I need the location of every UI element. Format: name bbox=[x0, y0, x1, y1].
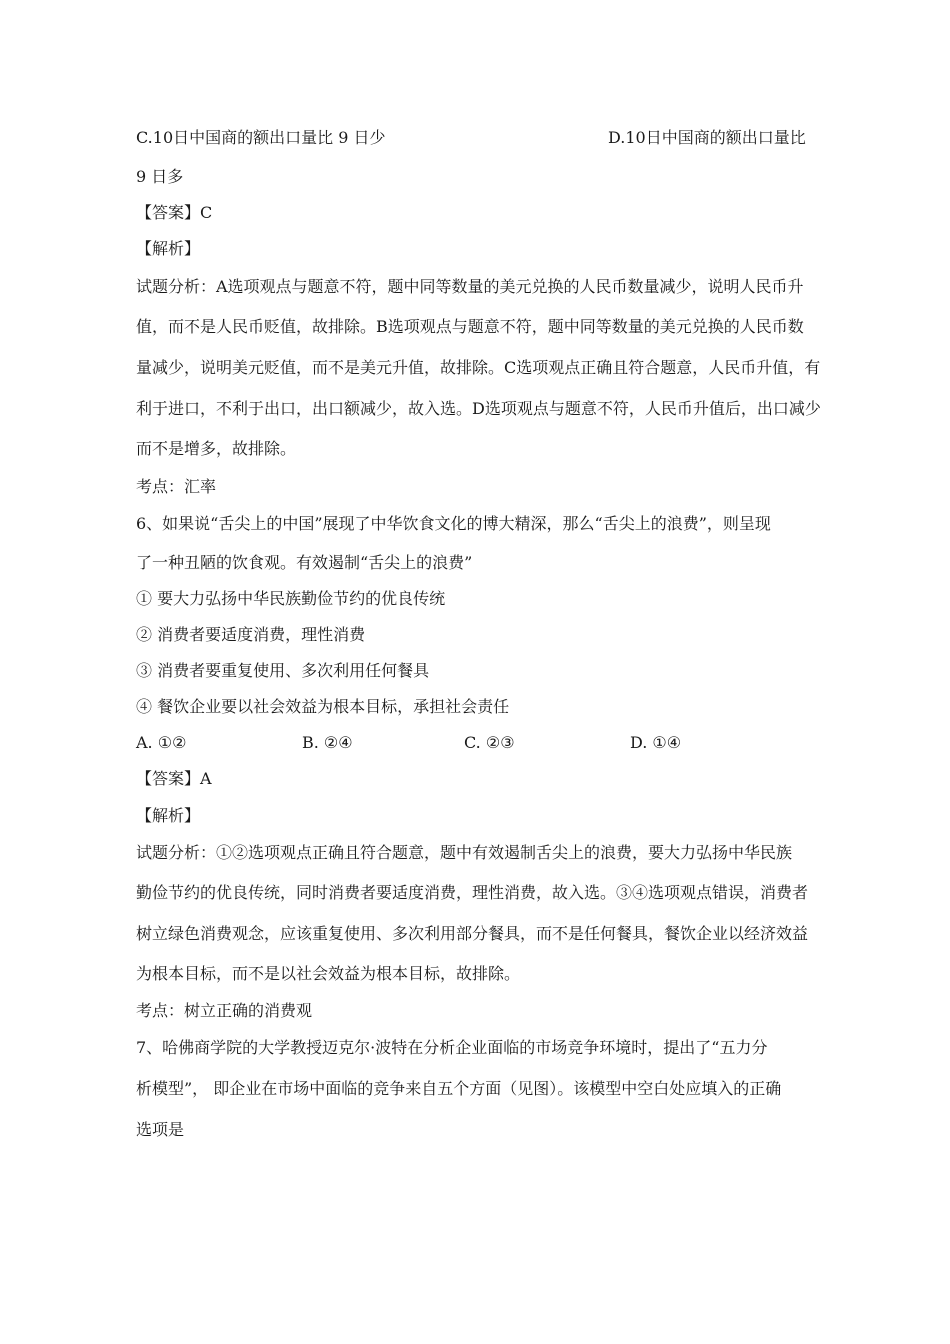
q6-statement-3: ③ 消费者要重复使用、多次利用任何餐具 bbox=[136, 661, 430, 680]
q6-kaodian: 考点：树立正确的消费观 bbox=[136, 1001, 313, 1020]
q7-stem-line: 选项是 bbox=[136, 1120, 185, 1139]
q6-answer: 【答案】A bbox=[136, 769, 212, 788]
q5-analysis-heading: 【解析】 bbox=[136, 239, 201, 258]
q5-analysis-line: 而不是增多，故排除。 bbox=[136, 439, 297, 458]
q6-analysis-line: 勤俭节约的优良传统，同时消费者要适度消费，理性消费，故入选。③④选项观点错误，消费者 bbox=[136, 883, 809, 902]
q6-statement-4: ④ 餐饮企业要以社会效益为根本目标，承担社会责任 bbox=[136, 697, 510, 716]
q6-option-b: B. ②④ bbox=[302, 733, 353, 752]
q5-option-d: D.10日中国商的额出口量比 bbox=[608, 128, 806, 147]
q6-statement-1: ① 要大力弘扬中华民族勤俭节约的优良传统 bbox=[136, 589, 446, 608]
q5-option-c: C.10日中国商的额出口量比 9 日少 bbox=[136, 128, 386, 147]
q5-option-d-continued: 9 日多 bbox=[136, 167, 184, 186]
q6-analysis-heading: 【解析】 bbox=[136, 806, 201, 825]
q6-analysis-line: 树立绿色消费观念，应该重复使用、多次利用部分餐具，而不是任何餐具，餐饮企业以经济效益 bbox=[136, 924, 809, 943]
q5-analysis-line: 值，而不是人民币贬值，故排除。B选项观点与题意不符，题中同等数量的美元兑换的人民币数 bbox=[136, 317, 804, 336]
q6-option-c: C. ②③ bbox=[464, 733, 515, 752]
q5-analysis-line: 利于进口，不利于出口，出口额减少，故入选。D选项观点与题意不符，人民币升值后，出口减少 bbox=[136, 399, 821, 418]
q6-analysis-line: 试题分析：①②选项观点正确且符合题意，题中有效遏制舌尖上的浪费，要大力弘扬中华民族 bbox=[136, 843, 793, 862]
q5-analysis-line: 试题分析：A选项观点与题意不符，题中同等数量的美元兑换的人民币数量减少，说明人民币升 bbox=[136, 277, 804, 296]
q6-analysis-line: 为根本目标，而不是以社会效益为根本目标，故排除。 bbox=[136, 964, 521, 983]
q7-stem-line: 析模型”， 即企业在市场中面临的竞争来自五个方面（见图）。该模型中空白处应填入的正确 bbox=[136, 1079, 782, 1098]
q6-stem-line: 6、如果说“舌尖上的中国”展现了中华饮食文化的博大精深，那么“舌尖上的浪费”，则呈现 bbox=[136, 514, 771, 533]
q5-answer: 【答案】C bbox=[136, 203, 213, 222]
q5-kaodian: 考点：汇率 bbox=[136, 477, 217, 496]
q6-option-d: D. ①④ bbox=[630, 733, 682, 752]
q6-stem-line: 了一种丑陋的饮食观。有效遏制“舌尖上的浪费” bbox=[136, 553, 473, 572]
q6-statement-2: ② 消费者要适度消费，理性消费 bbox=[136, 625, 366, 644]
q7-stem-line: 7、哈佛商学院的大学教授迈克尔·波特在分析企业面临的市场竞争环境时，提出了“五力分 bbox=[136, 1038, 768, 1057]
q5-analysis-line: 量减少，说明美元贬值，而不是美元升值，故排除。C选项观点正确且符合题意，人民币升值，有 bbox=[136, 358, 821, 377]
q6-option-a: A. ①② bbox=[136, 733, 187, 752]
